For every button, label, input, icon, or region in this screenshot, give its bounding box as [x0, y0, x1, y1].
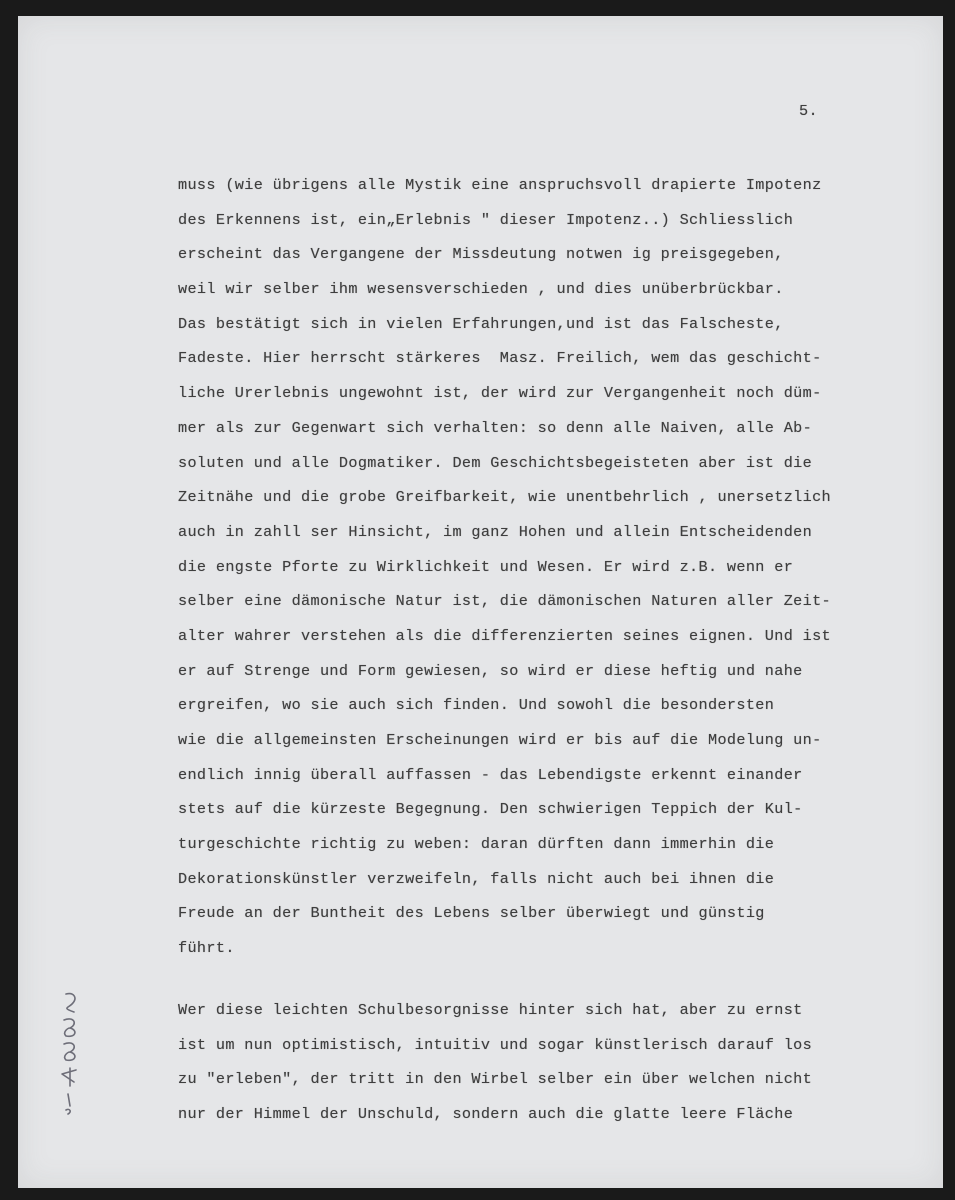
text-line: die engste Pforte zu Wirklichkeit und Wesen. Er wird z.B. wenn er — [178, 557, 794, 576]
text-line: selber eine dämonische Natur ist, die dämonischen Naturen aller Zeit- — [178, 592, 832, 611]
text-line: Zeitnähe und die grobe Greifbarkeit, wie unentbehrlich , unersetzlich — [178, 488, 832, 507]
manuscript-page — [18, 16, 943, 1188]
text-line: mer als zur Gegenwart sich verhalten: so denn alle Naiven, alle Ab- — [178, 418, 813, 437]
text-line: des Erkennens ist, ein„Erlebnis " dieser Impotenz..) Schliesslich — [178, 210, 794, 229]
text-line: ist um nun optimistisch, intuitiv und sogar künstlerisch darauf los — [178, 1035, 813, 1054]
text-line: wie die allgemeinsten Erscheinungen wird er bis auf die Modelung un- — [178, 731, 822, 749]
paragraph-2 — [178, 993, 812, 1132]
text-line: nur der Himmel der Unschuld, sondern auch die glatte leere Fläche — [178, 1105, 794, 1124]
text-line: liche Urerlebnis ungewohnt ist, der wird zur Vergangenheit noch düm- — [178, 384, 822, 403]
paragraph-1 — [178, 168, 831, 966]
text-line: Wer diese leichten Schulbesorgnisse hinter sich hat, aber zu ernst — [178, 1001, 803, 1019]
text-line: endlich innig überall auffassen - das Lebendigste erkennt einander — [178, 765, 803, 784]
text-line: ergreifen, wo sie auch sich finden. Und sowohl die besondersten — [178, 696, 775, 715]
text-line: weil wir selber ihm wesensverschieden , und dies unüberbrückbar. — [178, 280, 784, 299]
text-line: führt. — [178, 939, 235, 958]
text-line: alter wahrer verstehen als die differenzierten seines eignen. Und ist — [178, 626, 832, 645]
text-line: Freude an der Buntheit des Lebens selber überwiegt und günstig — [178, 904, 765, 923]
text-line: Fadeste. Hier herrscht stärkeres Masz. Freilich, wem das geschicht- — [178, 349, 822, 368]
text-line: stets auf die kürzeste Begegnung. Den schwierigen Teppich der Kul- — [178, 800, 803, 819]
text-line: erscheint das Vergangene der Missdeutung notwen ig preisgegeben, — [178, 245, 784, 264]
text-line: Dekorationskünstler verzweifeln, falls nicht auch bei ihnen die — [178, 869, 775, 888]
text-line: soluten und alle Dogmatiker. Dem Geschichtsbegeisteten aber ist die — [178, 453, 813, 472]
text-line: zu "erleben", der tritt in den Wirbel selber ein über welchen nicht — [178, 1070, 813, 1089]
text-line: muss (wie übrigens alle Mystik eine anspruchsvoll drapierte Impotenz — [178, 176, 822, 194]
page-number: 5. — [799, 102, 818, 120]
text-line: turgeschichte richtig zu weben: daran dürften dann immerhin die — [178, 835, 775, 854]
text-line: Das bestätigt sich in vielen Erfahrungen,und ist das Falscheste, — [178, 314, 784, 333]
text-line: auch in zahll ser Hinsicht, im ganz Hohen und allein Entscheidenden — [178, 522, 813, 541]
archive-pencil-mark — [28, 986, 88, 1116]
text-line: er auf Strenge und Form gewiesen, so wird er diese heftig und nahe — [178, 661, 803, 680]
